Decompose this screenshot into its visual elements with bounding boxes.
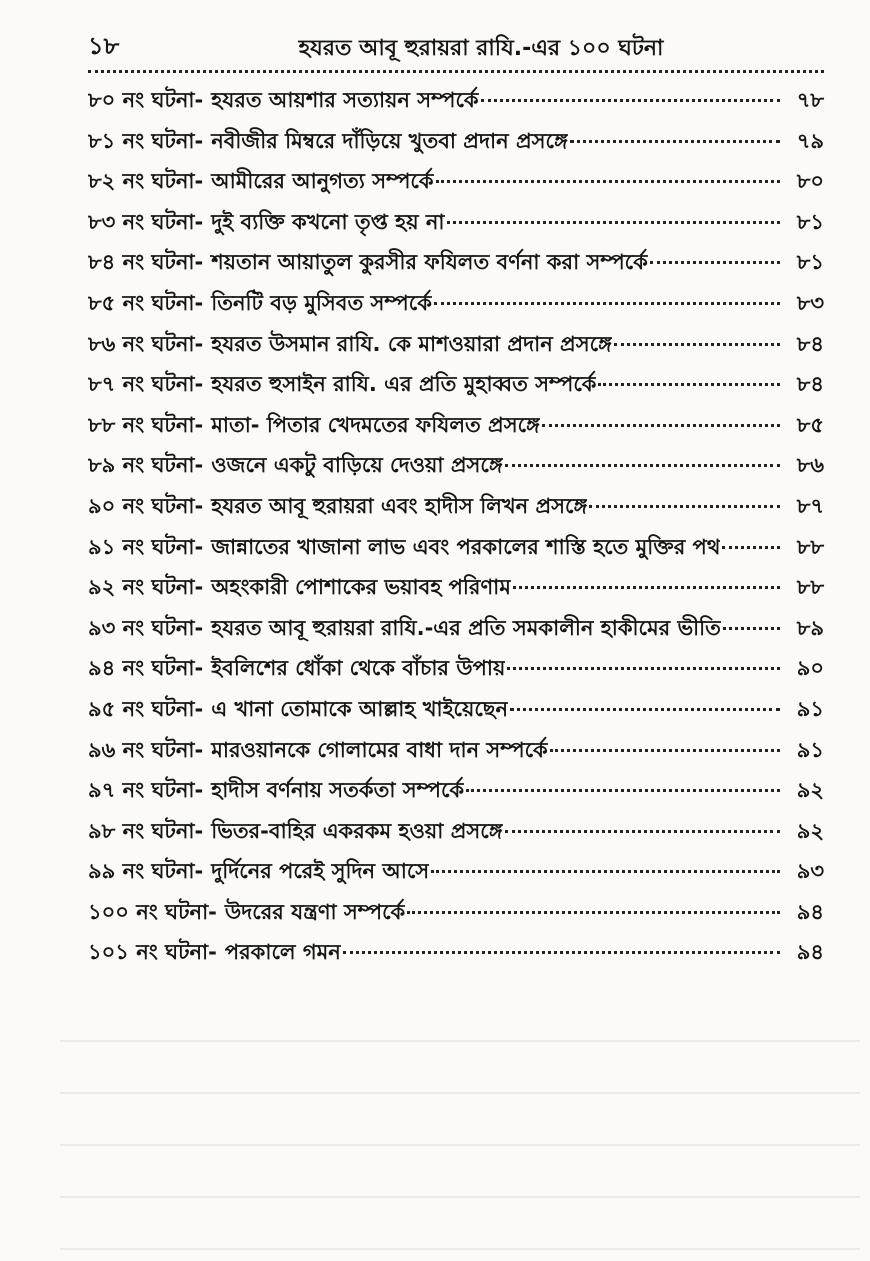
toc-entry-page: ৯১ — [796, 696, 824, 721]
toc-entry-label — [88, 328, 612, 363]
toc-entry-number: ৮২ নং ঘটনা- — [88, 169, 204, 194]
toc-entry-title: এ খানা তোমাকে আল্লাহ খাইয়েছেন — [211, 696, 509, 721]
toc-leader-dots — [436, 180, 780, 183]
toc-entry-number: ৮১ নং ঘটনা- — [88, 128, 204, 153]
toc-leader-dots — [507, 667, 780, 670]
toc-entry-title: দুই ব্যক্তি কখনো তৃপ্ত হয় না — [211, 209, 445, 234]
toc-entry-number: ৯৬ নং ঘটনা- — [88, 737, 204, 762]
toc-leader-dots — [542, 424, 780, 427]
toc-entry — [88, 815, 824, 856]
toc-leader-dots — [513, 586, 780, 589]
toc-entry-title: ওজনে একটু বাড়িয়ে দেওয়া প্রসঙ্গে — [211, 453, 503, 478]
toc-entry-page: ৮৬ — [796, 453, 824, 478]
toc-entry — [88, 490, 824, 531]
toc-entry — [88, 328, 824, 369]
toc-entry-page: ৯৪ — [796, 940, 824, 965]
toc-entry — [88, 206, 824, 247]
toc-entry-page: ৮৯ — [796, 615, 824, 640]
header-dotted-rule — [88, 70, 824, 73]
toc-entry-page: ৮৭ — [796, 493, 824, 518]
toc-leader-dots — [510, 708, 780, 711]
toc-entry-number: ৮৩ নং ঘটনা- — [88, 209, 204, 234]
toc-entry — [88, 571, 824, 612]
toc-entry-page: ৮০ — [796, 169, 824, 194]
toc-entry — [88, 855, 824, 896]
toc-leader-dots — [723, 627, 780, 630]
toc-leader-dots — [550, 749, 780, 752]
toc-entry-number: ৮০ নং ঘটনা- — [88, 88, 204, 112]
toc-entry-title: শয়তান আয়াতুল কুরসীর ফযিলত বর্ণনা করা সম্পর্কে — [211, 250, 648, 275]
toc-entry-label — [88, 531, 720, 566]
toc-leader-dots — [466, 789, 780, 792]
toc-entry-label — [88, 612, 721, 647]
toc-entry-title: অহংকারী পোশাকের ভয়াবহ পরিণাম — [211, 575, 511, 600]
toc-entry-title: দুর্দিনের পরেই সুদিন আসে — [211, 859, 430, 884]
toc-entry — [88, 612, 824, 653]
toc-entry-label — [88, 693, 508, 728]
toc-entry-title: মারওয়ানকে গোলামের বাধা দান সম্পর্কে — [211, 737, 548, 762]
toc-entry — [88, 368, 824, 409]
toc-entry-title: আমীরের আনুগত্য সম্পর্কে — [211, 169, 434, 194]
toc-entry-page: ৭৮ — [796, 88, 824, 112]
toc-entry-title: পরকালে গমন — [224, 940, 341, 965]
toc-entry-number: ৮৫ নং ঘটনা- — [88, 290, 204, 315]
toc-entry-label — [88, 855, 429, 890]
toc-entry-page: ৯০ — [796, 656, 824, 681]
toc-entry-page: ৮১ — [796, 250, 824, 275]
toc-entry-label — [88, 774, 464, 809]
toc-entry-title: হযরত উসমান রাযি. কে মাশওয়ারা প্রদান প্রসঙ্গে — [211, 331, 612, 356]
toc-entry-number: ১০০ নং ঘটনা- — [88, 899, 217, 924]
toc-leader-dots — [589, 505, 780, 508]
toc-entry — [88, 409, 824, 450]
toc-leader-dots — [447, 221, 780, 224]
toc-entry-page: ৯৪ — [796, 899, 824, 924]
toc-entry-label — [88, 165, 434, 200]
toc-entry-number: ৯৭ নং ঘটনা- — [88, 778, 204, 803]
toc-entry-page: ৯৩ — [796, 859, 824, 884]
toc-entry-label — [88, 936, 341, 971]
toc-entry-title: মাতা- পিতার খেদমতের ফযিলত প্রসঙ্গে — [211, 412, 540, 437]
toc-entry-title: তিনটি বড় মুসিবত সম্পর্কে — [211, 290, 432, 315]
toc-entry-number: ৮৮ নং ঘটনা- — [88, 412, 204, 437]
toc-entry-title: হযরত আবূ হুরায়রা এবং হাদীস লিখন প্রসঙ্গে — [211, 493, 588, 518]
toc-entry-title: নবীজীর মিম্বরে দাঁড়িয়ে খুতবা প্রদান প্রসঙ্গে — [211, 128, 568, 153]
toc-leader-dots — [722, 546, 780, 549]
toc-entry-page: ৯২ — [796, 818, 824, 843]
toc-entry-page: ৮৩ — [796, 290, 824, 315]
toc-entry-number: ৯১ নং ঘটনা- — [88, 534, 204, 559]
toc-entry-label — [88, 896, 405, 931]
toc-leader-dots — [481, 99, 780, 102]
toc-entry-title: হাদীস বর্ণনায় সতর্কতা সম্পর্কে — [211, 778, 465, 803]
toc-entry-label — [88, 815, 503, 850]
toc-entry-label — [88, 125, 568, 160]
toc-entry-title: ভিতর-বাহির একরকম হওয়া প্রসঙ্গে — [211, 818, 503, 843]
toc-leader-dots — [598, 383, 780, 386]
toc-entry-page: ৮৫ — [796, 412, 824, 437]
toc-entry-number: ৯২ নং ঘটনা- — [88, 575, 204, 600]
toc-entry — [88, 125, 824, 166]
toc-leader-dots — [505, 464, 780, 467]
toc-entry — [88, 84, 824, 125]
toc-entry-label — [88, 287, 432, 322]
toc-leader-dots — [614, 343, 780, 346]
toc-entry-number: ৯৩ নং ঘটনা- — [88, 615, 204, 640]
show-through-text — [60, 1000, 860, 1250]
toc-entry-title: জান্নাতের খাজানা লাভ এবং পরকালের শাস্তি হতে মুক্তির পথ — [211, 534, 721, 559]
toc-entry-title: ইবলিশের ধোঁকা থেকে বাঁচার উপায় — [211, 656, 506, 681]
toc-entry-page: ৯২ — [796, 778, 824, 803]
toc-entry-number: ৮৯ নং ঘটনা- — [88, 453, 204, 478]
toc-entry-label — [88, 368, 596, 403]
toc-leader-dots — [434, 302, 780, 305]
toc-leader-dots — [431, 870, 780, 873]
toc-entry-number: ৯০ নং ঘটনা- — [88, 493, 204, 518]
toc-entry — [88, 734, 824, 775]
toc-entry-page: ৮৮ — [796, 534, 824, 559]
toc-entry-page: ৮৪ — [796, 331, 824, 356]
toc-entry — [88, 774, 824, 815]
toc-leader-dots — [407, 911, 780, 914]
toc-entry-page: ৯১ — [796, 737, 824, 762]
toc-entry — [88, 693, 824, 734]
toc-entry — [88, 936, 824, 977]
toc-entry-label — [88, 206, 445, 241]
toc-entry-title: হযরত আয়শার সত্যায়ন সম্পর্কে — [211, 88, 479, 112]
toc-entry-number: ৯৫ নং ঘটনা- — [88, 696, 204, 721]
toc-leader-dots — [343, 951, 780, 954]
toc-entry — [88, 287, 824, 328]
toc-entry-label — [88, 84, 479, 119]
toc-entry-number: ৮৪ নং ঘটনা- — [88, 250, 204, 275]
page-number: ১৮ — [88, 32, 120, 60]
toc-entry-page: ৮১ — [796, 209, 824, 234]
toc-entry-number: ৮৬ নং ঘটনা- — [88, 331, 204, 356]
table-of-contents — [88, 84, 824, 977]
page-header — [88, 34, 824, 68]
toc-entry-label — [88, 409, 540, 444]
toc-entry — [88, 896, 824, 937]
toc-leader-dots — [650, 261, 780, 264]
toc-entry-page: ৮৪ — [796, 372, 824, 397]
toc-entry-page: ৭৯ — [796, 128, 824, 153]
toc-entry-label — [88, 734, 548, 769]
toc-entry-number: ৮৭ নং ঘটনা- — [88, 372, 204, 397]
toc-entry-number: ১০১ নং ঘটনা- — [88, 940, 217, 965]
toc-entry-number: ৯৮ নং ঘটনা- — [88, 818, 204, 843]
toc-entry-number: ৯৪ নং ঘটনা- — [88, 656, 204, 681]
toc-entry-title: উদরের যন্ত্রণা সম্পর্কে — [224, 899, 406, 924]
toc-entry — [88, 165, 824, 206]
toc-entry — [88, 246, 824, 287]
toc-entry-label — [88, 246, 648, 281]
toc-entry-number: ৯৯ নং ঘটনা- — [88, 859, 204, 884]
toc-entry — [88, 449, 824, 490]
toc-entry-title: হযরত আবূ হুরায়রা রাযি.-এর প্রতি সমকালীন হাকীমের ভীতি — [211, 615, 721, 640]
toc-entry-label — [88, 571, 511, 606]
toc-leader-dots — [570, 140, 780, 143]
toc-entry-label — [88, 490, 587, 525]
toc-entry-title: হযরত হুসাইন রাযি. এর প্রতি মুহাব্বত সম্পর্কে — [211, 372, 597, 397]
toc-entry-page: ৮৮ — [796, 575, 824, 600]
toc-entry-label — [88, 449, 503, 484]
toc-leader-dots — [505, 830, 780, 833]
toc-entry — [88, 531, 824, 572]
toc-entry-label — [88, 652, 505, 687]
toc-entry — [88, 652, 824, 693]
running-title: হযরত আবূ হুরায়রা রাযি.-এর ১০০ ঘটনা — [298, 36, 664, 61]
